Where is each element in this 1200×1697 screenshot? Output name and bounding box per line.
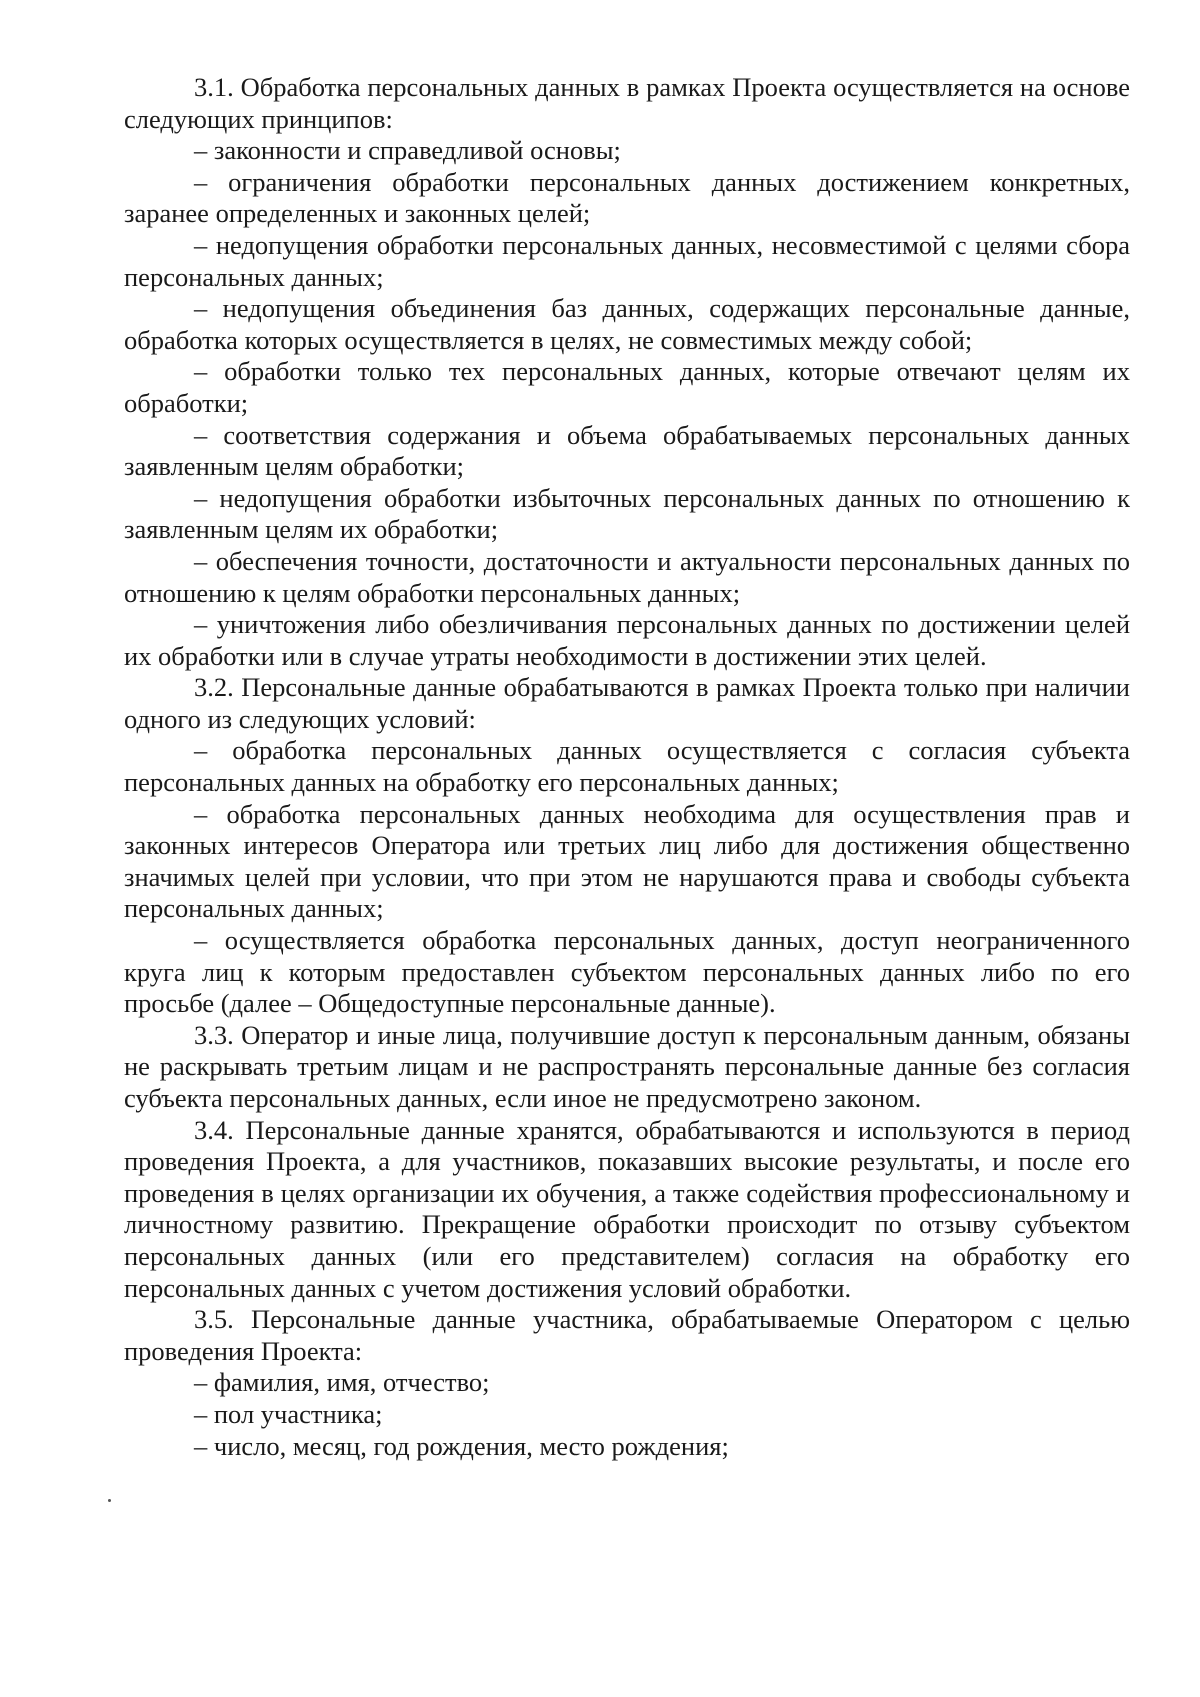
principle-legality: – законности и справедливой основы; (194, 135, 621, 166)
condition-consent: – обработка персональных данных осуществляется с согласия субъекта персональных данных на обработку его персональных данных; (124, 735, 1130, 798)
condition-public-data: – осуществляется обработка персональных данных, доступ неограниченного круга лиц к которым предоставлен субъектом персональных данных либо по его просьбе (далее – Общедоступные персональные данные). (124, 925, 1130, 1019)
principle-compatibility: – недопущения обработки персональных данных, несовместимой с целями сбора персональных данных; (124, 229, 1130, 292)
document-page (124, 72, 1130, 1462)
data-item-full-name: – фамилия, имя, отчество; (194, 1367, 490, 1398)
principle-scope: – соответствия содержания и объема обрабатываемых персональных данных заявленным целям обработки; (124, 419, 1130, 482)
paragraph-3-4: 3.4. Персональные данные хранятся, обрабатываются и используются в период проведения Проекта, а для участников, показавших высокие результаты, и после его проведения в целях организации их обучения, а также содействия профессиональному и личностному развитию. Прекращение обработки происходит по отзыву субъектом персональных данных (или его представителем) согласия на обработку его персональных данных с учетом достижения условий обработки. (124, 1114, 1130, 1303)
condition-legitimate-interest: – обработка персональных данных необходима для осуществления прав и законных интересов Оператора или третьих лиц либо для достижения общественно значимых целей при условии, что при этом не нарушаются права и свободы субъекта персональных данных; (124, 798, 1130, 924)
principle-no-db-merge: – недопущения объединения баз данных, содержащих персональные данные, обработка которых осуществляется в целях, не совместимых между собой; (124, 293, 1130, 355)
paragraph-3-1: 3.1. Обработка персональных данных в рамках Проекта осуществляется на основе следующих принципов: (124, 72, 1130, 134)
data-item-gender: – пол участника; (194, 1398, 383, 1429)
principle-limitation: – ограничения обработки персональных данных достижением конкретных, заранее определенных и законных целей; (124, 166, 1130, 229)
principle-accuracy: – обеспечения точности, достаточности и актуальности персональных данных по отношению к целям обработки персональных данных; (124, 545, 1130, 608)
principle-destruction: – уничтожения либо обезличивания персональных данных по достижении целей их обработки или в случае утраты необходимости в достижении этих целей. (124, 609, 1130, 671)
paragraph-3-3: 3.3. Оператор и иные лица, получившие доступ к персональным данным, обязаны не раскрывать третьим лицам и не распространять персональные данные без согласия субъекта персональных данных, если иное не предусмотрено законом. (124, 1019, 1130, 1113)
data-item-birth: – число, месяц, год рождения, место рождения; (194, 1430, 729, 1461)
principle-no-excess: – недопущения обработки избыточных персональных данных по отношению к заявленным целям их обработки; (124, 482, 1130, 545)
principle-relevance: – обработки только тех персональных данных, которые отвечают целям их обработки; (124, 356, 1130, 418)
paragraph-3-5: 3.5. Персональные данные участника, обрабатываемые Оператором с целью проведения Проекта: (124, 1304, 1130, 1366)
paragraph-3-2: 3.2. Персональные данные обрабатываются в рамках Проекта только при наличии одного из следующих условий: (124, 672, 1130, 734)
scan-speck (108, 1499, 111, 1502)
